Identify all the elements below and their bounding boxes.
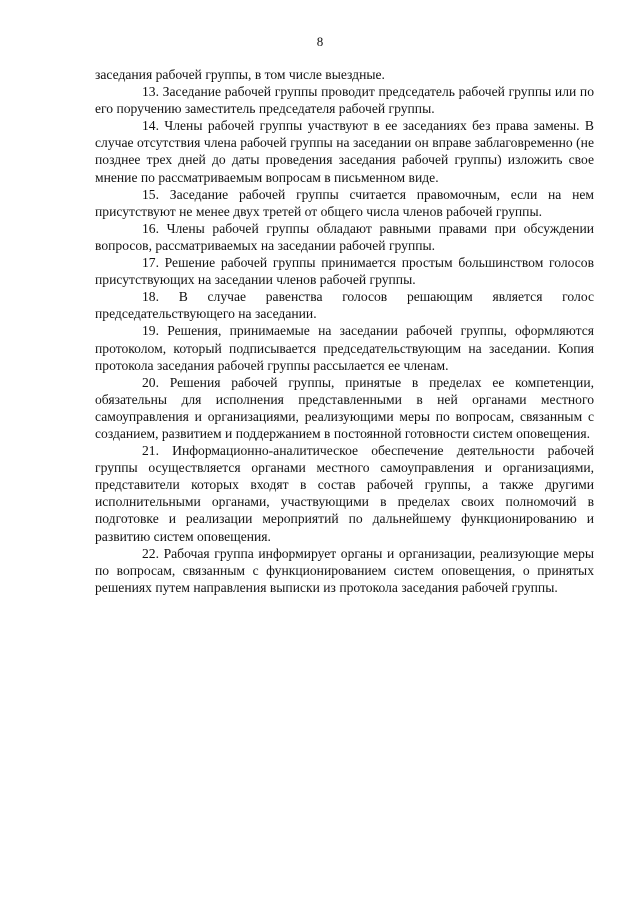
page-number: 8: [316, 34, 324, 49]
paragraph-continuation: заседания рабочей группы, в том числе выездные.: [95, 67, 385, 82]
paragraph-15: 15. Заседание рабочей группы считается правомочным, если на нем присутствуют не менее двух третей от общего числа членов рабочей группы.: [95, 186, 594, 219]
document-body: [95, 66, 594, 596]
paragraph-16: 16. Члены рабочей группы обладают равными правами при обсуждении вопросов, рассматриваемых на заседании рабочей группы.: [95, 220, 594, 253]
paragraph-14: 14. Члены рабочей группы участвуют в ее заседаниях без права замены. В случае отсутствия члена рабочей группы на заседании он вправе заблаговременно (не позднее трех дней до даты проведения заседания рабочей группы) изложить свое мнение по рассматриваемым вопросам в письменном виде.: [95, 118, 594, 185]
paragraph-21: 21. Информационно-аналитическое обеспечение деятельности рабочей группы осуществляется органами местного самоуправления и организациями, представители которых входят в состав рабочей группы, а также другими исполнительными органами, участвующими в пределах своих полномочий в подготовке и реализации мероприятий по дальнейшему функционированию и развитию систем оповещения.: [95, 443, 594, 544]
paragraph-22: 22. Рабочая группа информирует органы и организации, реализующие меры по вопросам, связанным с функционированием систем оповещения, о принятых решениях путем направления выписки из протокола заседания рабочей группы.: [95, 545, 594, 595]
paragraph-19: 19. Решения, принимаемые на заседании рабочей группы, оформляются протоколом, который подписывается председательствующим на заседании. Копия протокола заседания рабочей группы рассылается ее членам.: [95, 323, 594, 373]
paragraph-13: 13. Заседание рабочей группы проводит председатель рабочей группы или по его поручению заместитель председателя рабочей группы.: [95, 84, 594, 117]
paragraph-20: 20. Решения рабочей группы, принятые в пределах ее компетенции, обязательны для исполнения представленными в ней органами местного самоуправления и организациями, реализующими меры по вопросам, связанным с созданием, развитием и поддержанием в постоянной готовности систем оповещения.: [95, 374, 594, 441]
paragraph-18: 18. В случае равенства голосов решающим является голос председательствующего на заседании.: [95, 289, 594, 322]
paragraph-17: 17. Решение рабочей группы принимается простым большинством голосов присутствующих на заседании членов рабочей группы.: [95, 255, 594, 288]
